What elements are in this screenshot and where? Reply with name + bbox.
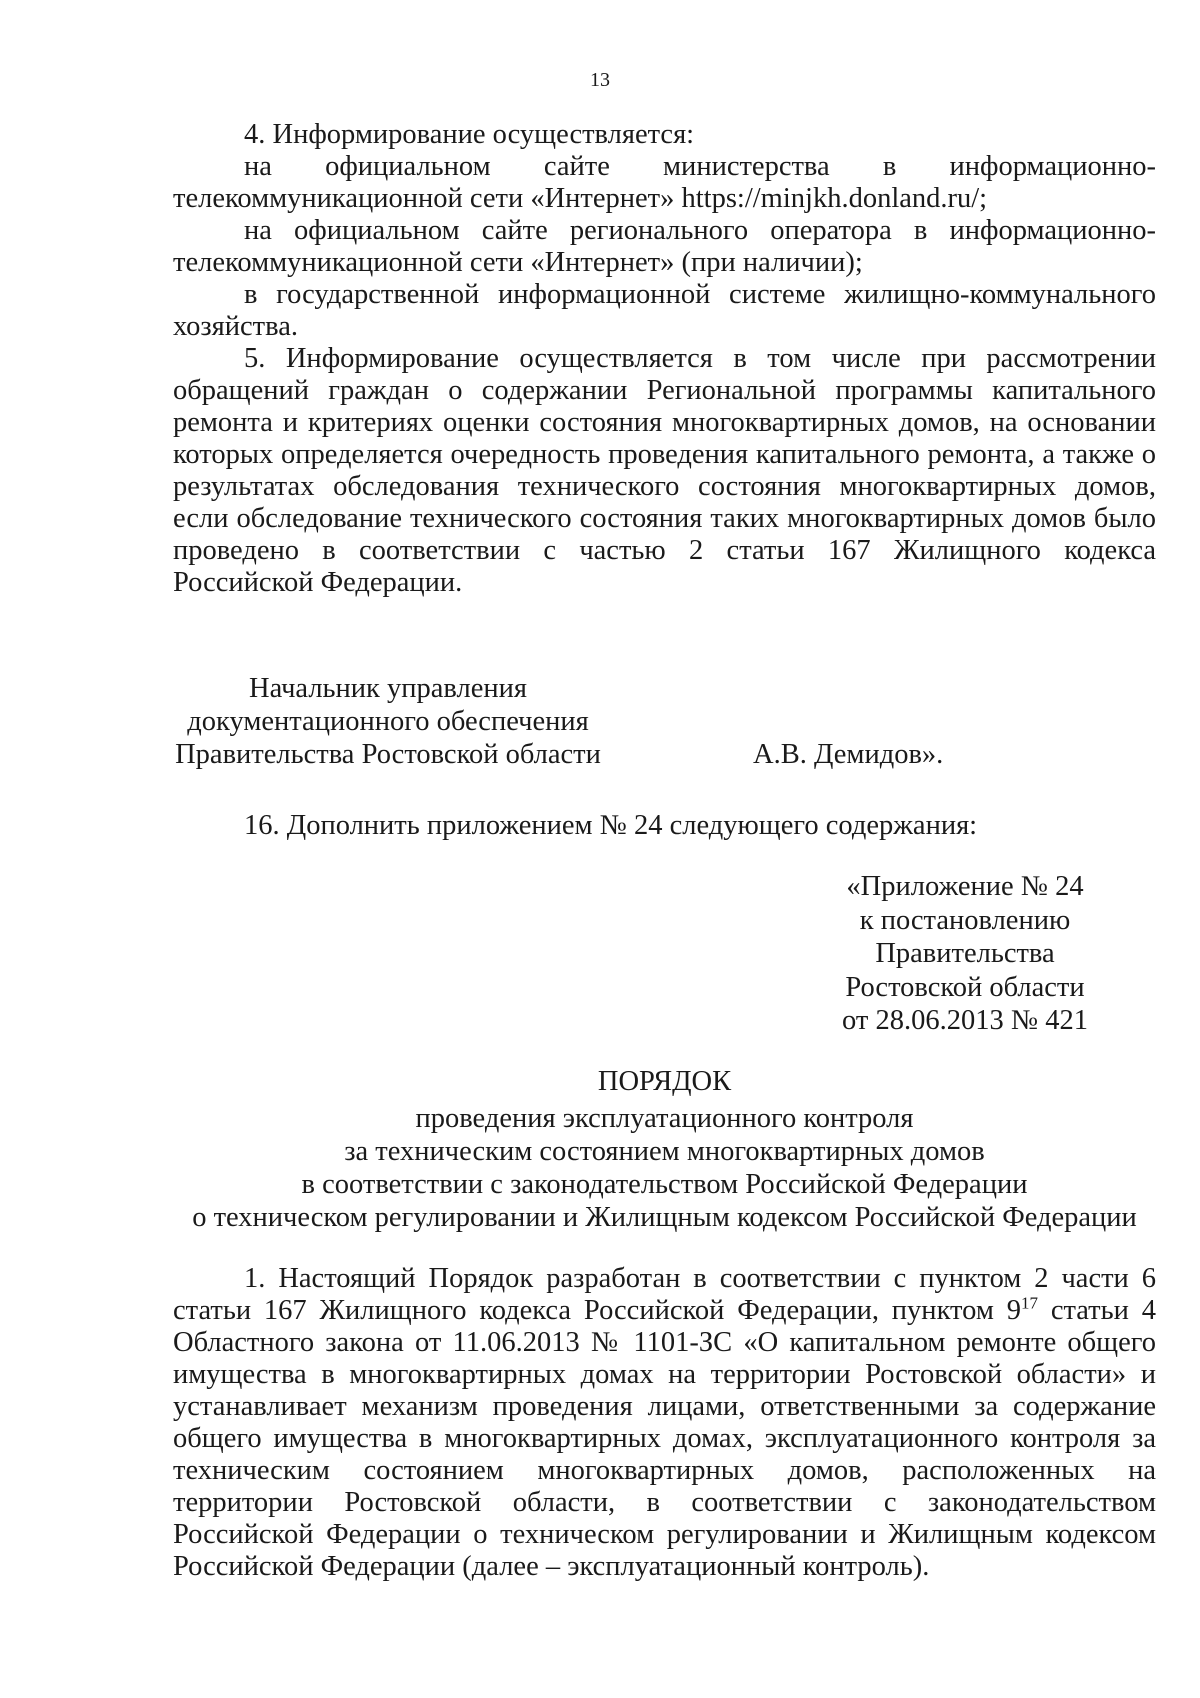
paragraph-4-ministry-site: на официальном сайте министерства в информационно-телекоммуникационной сети «Интернет» https://minjkh.donland.ru/;: [173, 151, 1156, 214]
appendix-line-1: «Приложение № 24: [846, 871, 1084, 902]
title-sub-3: в соответствии с законодательством Российской Федерации: [301, 1169, 1028, 1200]
paragraph-4-operator-site: на официальном сайте регионального оператора в информационно-телекоммуникационной сети «Интернет» (при наличии);: [173, 215, 1156, 278]
paragraph-1-superscript: 17: [1020, 1293, 1038, 1313]
section-informing: [173, 119, 1156, 599]
paragraph-1: [173, 1263, 1156, 1583]
appendix-line-4: Ростовской области: [845, 971, 1085, 1003]
paragraph-4-gis-zhkh: в государственной информационной системе жилищно-коммунального хозяйства.: [173, 279, 1156, 342]
item-16: 16. Дополнить приложением № 24 следующего содержания:: [244, 810, 978, 841]
appendix-line-3: Правительства: [875, 938, 1055, 969]
title-main: ПОРЯДОК: [597, 1066, 732, 1097]
signature-position: [173, 672, 603, 771]
appendix-header: [830, 870, 1100, 1038]
title-sub-2: за техническим состоянием многоквартирных домов: [344, 1136, 985, 1167]
appendix-line-5: от 28.06.2013 № 421: [842, 1005, 1088, 1036]
paragraph-5: 5. Информирование осуществляется в том числе при рассмотрении обращений граждан о содержании Региональной программы капитального ремонта и критериях оценки состояния многоквартирных домов, на основании которых определяется очередность проведения капитального ремонта, а также о результатах обследования технического состояния многоквартирных домов, если обследование технического состояния таких многоквартирных домов было проведено в соответствии с частью 2 статьи 167 Жилищного кодекса Российской Федерации.: [173, 343, 1156, 598]
signature-name: А.В. Демидов».: [753, 739, 944, 770]
signature-line-1: Начальник управления: [249, 673, 527, 704]
paragraph-1-part-a: 1. Настоящий Порядок разработан в соответствии с пунктом 2 части 6 статьи 167 Жилищного кодекса Российской Федерации, пунктом 9: [173, 1263, 1156, 1326]
appendix-line-2: к постановлению: [859, 904, 1071, 936]
procedure-title: [173, 1065, 1156, 1234]
signature-line-2: документационного обеспечения: [187, 706, 589, 737]
title-sub-1: проведения эксплуатационного контроля: [415, 1103, 914, 1134]
section-procedure: [173, 1263, 1156, 1583]
title-sub-4: о техническом регулировании и Жилищным кодексом Российской Федерации: [192, 1202, 1137, 1233]
paragraph-4-heading: 4. Информирование осуществляется:: [244, 119, 695, 150]
paragraph-1-part-b: статьи 4 Областного закона от 11.06.2013 № 1101-ЗС «О капитальном ремонте общего имущества в многоквартирных домах на территории Ростовской области» и устанавливает механизм проведения лицами, ответственными за содержание общего имущества в многоквартирных домах, эксплуатационного контроля за техническим состоянием многоквартирных домов, расположенных на территории Ростовской области, в соответствии с законодательством Российской Федерации о техническом регулировании и Жилищным кодексом Российской Федерации (далее – эксплуатационный контроль).: [173, 1295, 1156, 1582]
signature-line-3: Правительства Ростовской области: [175, 739, 601, 770]
page-number: 13: [590, 69, 610, 91]
